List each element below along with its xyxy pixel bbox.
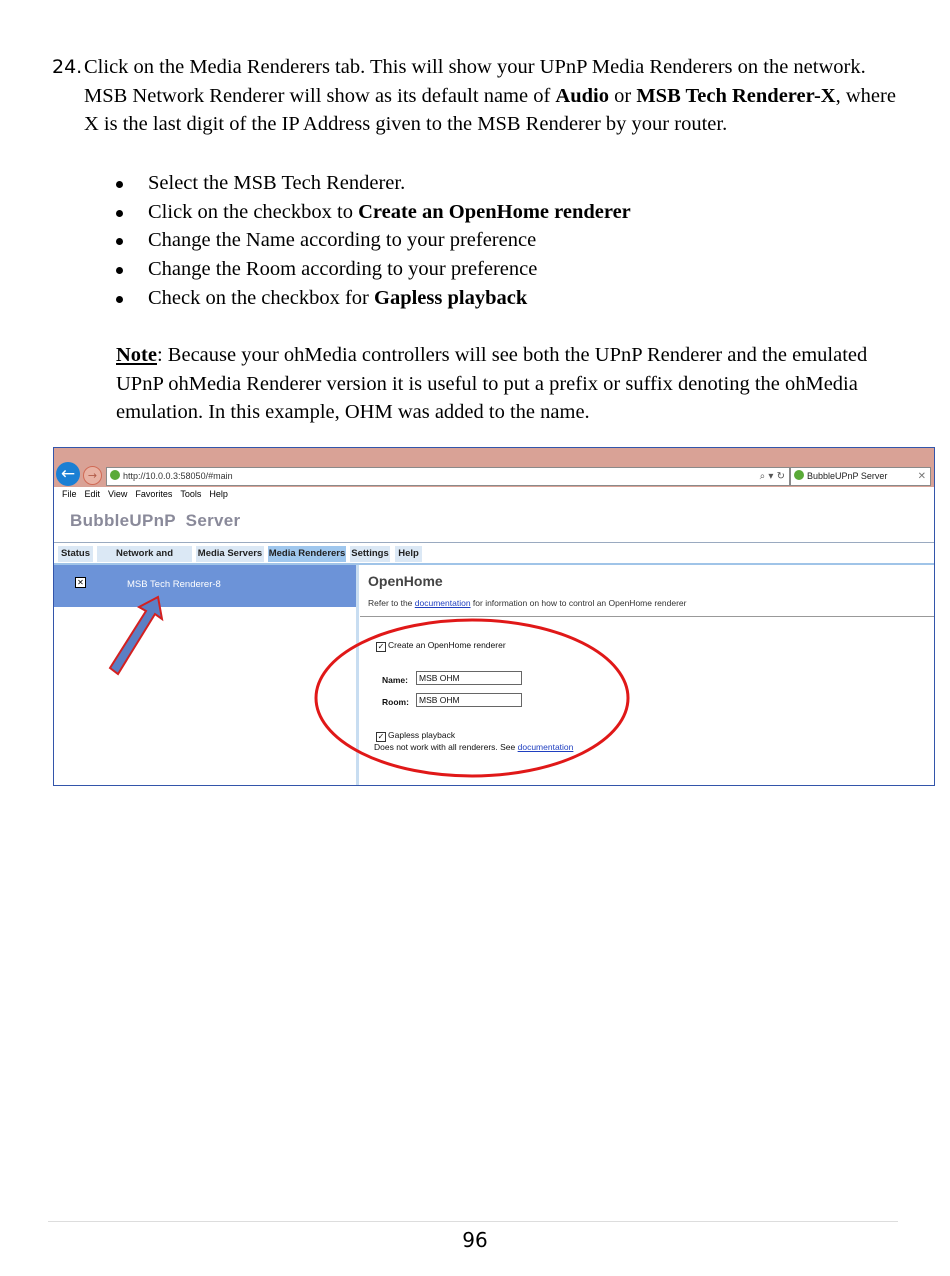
menu-tools[interactable]: Tools — [180, 489, 202, 499]
menu-favorites[interactable]: Favorites — [135, 489, 173, 499]
step-paragraph — [52, 53, 897, 139]
bullet-icon — [116, 210, 123, 217]
menu-view[interactable]: View — [108, 489, 128, 499]
room-label: Room: — [382, 697, 409, 707]
embedded-screenshot — [53, 447, 935, 786]
note-label: Note — [116, 344, 157, 366]
tab-status[interactable]: Status — [58, 546, 93, 562]
note-text: : Because your ohMedia controllers will see both the UPnP Renderer and the emulated UPnP ohMedia Renderer version it is useful to put a prefix or suffix denoting the ohMedia emulation. In this example, OHM was added to the name. — [116, 344, 868, 423]
gapless-note: Does not work with all renderers. See documentation — [374, 742, 574, 752]
menu-edit[interactable]: Edit — [84, 489, 101, 499]
gapless-documentation-link[interactable]: documentation — [517, 742, 574, 752]
name-input[interactable]: MSB OHM — [416, 671, 522, 685]
default-name-msb: MSB Tech Renderer-X — [636, 84, 836, 107]
create-openhome-option: ✓ Create an OpenHome renderer — [377, 640, 506, 651]
gapless-option: ✓ Gapless playback — [377, 730, 456, 741]
room-input[interactable]: MSB OHM — [416, 693, 522, 707]
app-title: BubbleUPnP Server — [70, 511, 241, 530]
documentation-link[interactable]: documentation — [414, 598, 471, 608]
bullet-icon — [116, 181, 123, 188]
footer-divider — [48, 1221, 898, 1222]
annotation-overlay — [54, 448, 934, 785]
menu-file[interactable]: File — [62, 489, 77, 499]
url-text: http://10.0.0.3:58050/#main — [123, 471, 233, 481]
page-number: 96 — [462, 1228, 488, 1252]
gapless-checkbox[interactable]: ✓ — [377, 732, 385, 741]
tab-media-renderers[interactable]: Media Renderers — [268, 546, 346, 562]
highlight-ellipse — [316, 620, 628, 776]
search-refresh-icon[interactable]: ⌕ ▾ ↻ — [759, 471, 785, 482]
tab-media-servers[interactable]: Media Servers — [196, 546, 264, 562]
bullet-item: Change the Name according to your preference — [116, 226, 876, 255]
tab-title: BubbleUPnP Server — [807, 471, 888, 481]
menu-help[interactable]: Help — [209, 489, 228, 499]
renderer-checkbox[interactable]: ✕ — [75, 577, 86, 588]
tab-settings[interactable]: Settings — [350, 546, 390, 562]
renderer-name: MSB Tech Renderer-8 — [127, 579, 221, 590]
bullet-item: Check on the checkbox for Gapless playback — [116, 284, 876, 313]
bullet-item: Click on the checkbox to Create an OpenHome renderer — [116, 198, 876, 227]
forward-arrow-icon[interactable]: → — [83, 466, 102, 485]
tab-network-security[interactable]: Network and — [97, 546, 192, 562]
bullet-icon — [116, 267, 123, 274]
instruction-bullet-list — [116, 169, 876, 313]
default-name-audio: Audio — [555, 84, 609, 107]
openhome-title: OpenHome — [368, 573, 443, 589]
openhome-subtitle: Refer to the documentation for information on how to control an OpenHome renderer — [368, 598, 687, 608]
close-icon[interactable]: ✕ — [917, 471, 926, 482]
bullet-item: Select the MSB Tech Renderer. — [116, 169, 876, 198]
step-number: 24. — [52, 56, 83, 78]
step-text: Click on the Media Renderers tab. This will show your UPnP Media Renderers on the network. MSB Network Renderer will show as its default name of Audio or MSB Tech Renderer-X, where X is the last digit of the IP Address given to the MSB Renderer by your router. — [84, 56, 896, 136]
create-openhome-checkbox[interactable]: ✓ — [377, 642, 385, 651]
tab-help[interactable]: Help — [395, 546, 422, 562]
bullet-item: Change the Room according to your preference — [116, 255, 876, 284]
name-label: Name: — [382, 675, 408, 685]
bullet-icon — [116, 238, 123, 245]
back-arrow-icon[interactable]: ← — [56, 462, 80, 486]
bullet-icon — [116, 296, 123, 303]
pointer-arrow — [110, 597, 162, 674]
note-paragraph — [116, 341, 896, 427]
